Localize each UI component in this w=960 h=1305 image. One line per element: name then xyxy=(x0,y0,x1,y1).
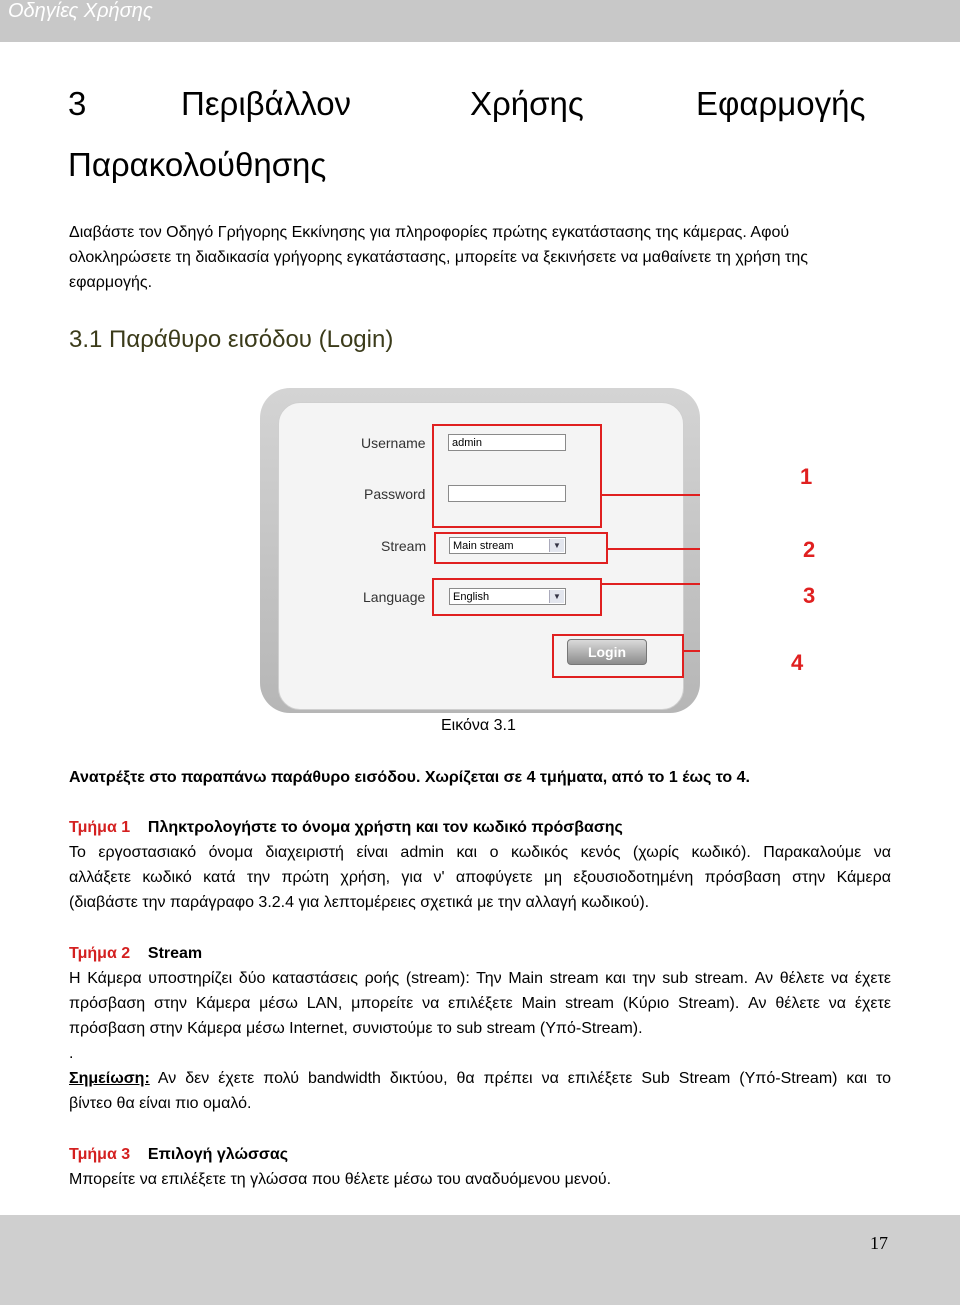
note-text: Αν δεν έχετε πολύ bandwidth δικτύου, θα πρέπει να επιλέξετε Sub Stream (Υπό-Stream) και το xyxy=(157,1070,891,1087)
intro-line-1: Διαβάστε τον Οδηγό Γρήγορης Εκκίνησης για πληροφορίες πρώτης εγκατάστασης της κάμερας. Αφού xyxy=(69,224,790,241)
callout-number-3: 3 xyxy=(803,583,816,608)
part-2-line-3: πρόσβαση στην Κάμερα μέσω Internet, συνιστούμε το sub stream (Υπό-Stream). xyxy=(69,1020,643,1037)
chapter-word-3: Εφαρμογής xyxy=(696,85,866,122)
part-2-note-line-2: βίντεο θα είναι πιο ομαλό. xyxy=(69,1095,252,1112)
summary-text: Ανατρέξτε στο παραπάνω παράθυρο εισόδου. Χωρίζεται σε 4 τμήματα, από το 1 έως το 4. xyxy=(69,769,750,786)
callout-box-1 xyxy=(432,424,602,528)
login-button[interactable]: Login xyxy=(567,639,647,665)
stream-label: Stream xyxy=(381,538,427,554)
chapter-word-1: Περιβάλλον xyxy=(181,85,352,122)
part-1-label: Τμήμα 1 xyxy=(69,819,131,836)
part-3-label: Τμήμα 3 xyxy=(69,1146,131,1163)
part-2-note-line-1 xyxy=(69,1066,891,1091)
part-2-heading-row xyxy=(69,941,891,966)
part-1-line-2: αλλάξετε κωδικό κατά την πρώτη χρήση, για ν' αποφύγετε μη εξουσιοδοτημένη πρόσβαση στην Κάμερα xyxy=(69,869,891,886)
part-3-block xyxy=(69,1142,891,1192)
chapter-number: 3 xyxy=(68,85,87,122)
part-2-heading: Stream xyxy=(147,945,203,962)
part-3-heading-row xyxy=(69,1142,891,1167)
part-2-dot: . xyxy=(69,1045,74,1062)
callout-line-3 xyxy=(602,583,700,585)
chapter-word-2: Χρήσης xyxy=(470,85,584,122)
part-1-block xyxy=(69,815,891,915)
part-1-heading-row xyxy=(69,815,891,840)
part-3-heading: Επιλογή γλώσσας xyxy=(147,1146,289,1163)
part-3-line-1: Μπορείτε να επιλέξετε τη γλώσσα που θέλετε μέσω του αναδυόμενου μενού. xyxy=(69,1171,612,1188)
note-label: Σημείωση: xyxy=(69,1070,150,1087)
part-2-line-1: Η Κάμερα υποστηρίζει δύο καταστάσεις ροής (stream): Την Main stream και την sub stream. Αν θέλετε να έχετε xyxy=(69,970,891,987)
part-2-block xyxy=(69,941,891,1116)
language-select-value: English xyxy=(453,591,490,603)
chapter-title-line2: Παρακολούθησης xyxy=(68,146,327,183)
footer-bar xyxy=(0,1215,960,1305)
callout-box-3 xyxy=(432,578,602,616)
chevron-down-icon: ▼ xyxy=(549,590,564,603)
language-label: Language xyxy=(363,589,426,605)
stream-select-value: Main stream xyxy=(453,540,514,552)
username-label: Username xyxy=(361,435,426,451)
callout-box-4 xyxy=(552,634,684,678)
callout-number-2: 2 xyxy=(803,537,816,562)
intro-line-2: ολοκληρώσετε τη διαδικασία γρήγορης εγκατάστασης, μπορείτε να ξεκινήσετε να μαθαίνετε τη χρήση της xyxy=(69,249,808,266)
callout-number-1: 1 xyxy=(800,464,813,489)
header-bar xyxy=(0,0,960,42)
callout-number-4: 4 xyxy=(791,650,804,675)
callout-box-2 xyxy=(434,532,608,564)
login-window-figure xyxy=(260,388,700,713)
callout-line-1 xyxy=(602,494,700,496)
chevron-down-icon: ▼ xyxy=(549,539,564,552)
part-2-label: Τμήμα 2 xyxy=(69,945,131,962)
password-label: Password xyxy=(364,486,426,502)
callout-line-4 xyxy=(684,650,700,652)
callout-line-2 xyxy=(608,548,700,550)
intro-line-3: εφαρμογής. xyxy=(69,274,153,291)
page-number: 17 xyxy=(870,1233,888,1253)
figure-caption: Εικόνα 3.1 xyxy=(441,717,516,734)
username-input[interactable]: admin xyxy=(448,434,566,451)
section-title: 3.1 Παράθυρο εισόδου (Login) xyxy=(69,326,394,353)
header-title: Οδηγίες Χρήσης xyxy=(8,0,153,22)
chapter-title xyxy=(68,84,890,124)
part-2-line-2: πρόσβαση στην Κάμερα μέσω LAN, μπορείτε να επιλέξετε Main stream (Κύριο Stream). Αν θέλετε να έχετε xyxy=(69,995,891,1012)
part-1-line-1: Το εργοστασιακό όνομα διαχειριστή είναι admin και ο κωδικός κενός (χωρίς κωδικό). Παρακαλούμε να xyxy=(69,844,891,861)
intro-paragraph xyxy=(69,220,891,295)
part-1-heading: Πληκτρολογήστε το όνομα χρήστη και τον κωδικό πρόσβασης xyxy=(147,819,623,836)
part-1-line-3: (διαβάστε την παράγραφο 3.2.4 για λεπτομέρειες σχετικά με την αλλαγή κωδικού). xyxy=(69,894,650,911)
